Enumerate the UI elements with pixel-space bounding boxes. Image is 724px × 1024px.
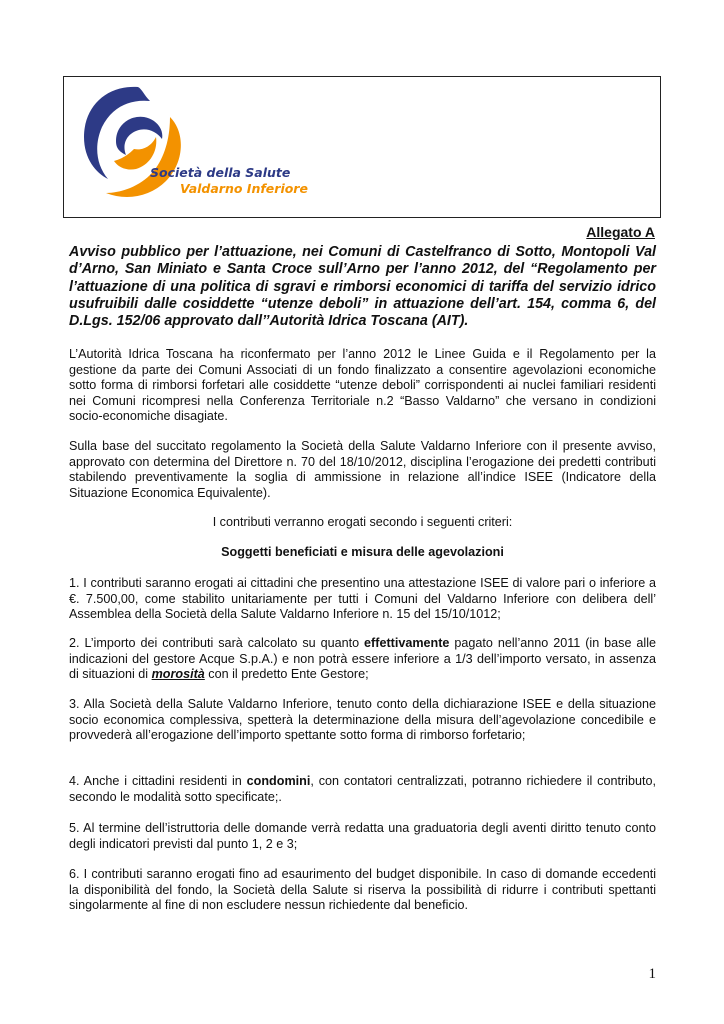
intro-paragraph-2: Sulla base del succitato regolamento la Società della Salute Valdarno Inferiore con il presente avviso, approvato con determina del Direttore n. 70 del 18/10/2012, disciplina l’erogazione dei predetti contributi stabilendo preventivamente la soglia di ammissione in relazione all’indice ISEE (Indicatore della Situazione Economica Equivalente). bbox=[69, 439, 656, 500]
criterion-item-5: 5. Al termine dell’istruttoria delle domande verrà redatta una graduatoria degli aventi diritto tenuto conto degli indicatori previsti dal punto 1, 2 e 3; bbox=[69, 821, 656, 851]
attachment-label: Allegato A bbox=[586, 224, 655, 240]
criterion-item-1: 1. I contributi saranno erogati ai cittadini che presentino una attestazione ISEE di valore pari o inferiore a €. 7.500,00, come stabilito unitariamente per tutti i Comuni del Valdarno Inferiore con delibera dell’ Assemblea della Società della Salute Valdarno Inferiore n. 15 del 15/10/1012; bbox=[69, 576, 656, 622]
logo-swirl-icon bbox=[76, 79, 196, 213]
item2-text-c: pagato nell’anno 2011 (in base alle indicazioni del gestore Acque S.p.A.) e non potrà essere inferiore a 1/3 dell’importo versato, in assenza di situazioni di bbox=[69, 636, 656, 682]
logo bbox=[76, 79, 336, 213]
intro-paragraph-1: L’Autorità Idrica Toscana ha riconfermato per l’anno 2012 le Linee Guida e il Regolamento per la gestione da parte dei Comuni Associati di un fondo finalizzato a consentire agevolazioni economiche sotto forma di rimborsi forfetari alle cosiddette “utenze deboli” corrispondenti ai nuclei familiari residenti nei Comuni ricompresi nella Conferenza Territoriale n.2 “Basso Valdarno” che versano in condizioni socio-economiche disagiate. bbox=[69, 347, 656, 424]
item2-text-e: con il predetto Ente Gestore; bbox=[204, 667, 369, 682]
criteria-intro: I contributi verranno erogati secondo i seguenti criteri: bbox=[212, 515, 513, 529]
item2-text-a: 2. L’importo dei contributi sarà calcolato su quanto bbox=[69, 636, 365, 650]
header-box bbox=[63, 76, 661, 218]
section-subtitle: Soggetti beneficiati e misura delle agevolazioni bbox=[221, 545, 504, 559]
item4-emphasis-condomini: condomini bbox=[246, 774, 311, 788]
item2-emphasis-effettivamente: effettivamente bbox=[364, 636, 450, 650]
item2-emphasis-morosita: morosità bbox=[151, 667, 205, 682]
criterion-item-6: 6. I contributi saranno erogati fino ad esaurimento del budget disponibile. In caso di domande eccedenti la disponibilità del fondo, la Società della Salute si riserva la possibilità di ridurre i contributi spettanti singolarmente al fine di non escludere nessun richiedente dal beneficio. bbox=[69, 867, 656, 913]
criterion-item-4 bbox=[69, 774, 656, 805]
item4-text-a: 4. Anche i cittadini residenti in bbox=[69, 774, 247, 788]
criterion-item-3: 3. Alla Società della Salute Valdarno Inferiore, tenuto conto della dichiarazione ISEE e della situazione socio economica complessiva, spetterà la determinazione della misura dell’agevolazione concedibile e provvederà all’erogazione dell’importo spettante sotto forma di rimborso forfetario; bbox=[69, 697, 656, 743]
page-number: 1 bbox=[648, 966, 656, 982]
item4-text-c: , con contatori centralizzati, potranno richiedere il contributo, secondo le modalità sotto specificate;. bbox=[69, 774, 656, 804]
logo-text-line2: Valdarno Inferiore bbox=[180, 181, 308, 196]
notice-title: Avviso pubblico per l’attuazione, nei Comuni di Castelfranco di Sotto, Montopoli Val d’Arno, San Miniato e Santa Croce sull’Arno per l’anno 2012, del “Regolamento per l’attuazione di una politica di sgravi e rimborsi economici di tariffa del servizio idrico usufruibili dalle cosiddette “utenze deboli” in attuazione dell’art. 154, comma 6, del D.Lgs. 152/06 approvato dall’’Autorità Idrica Toscana (AIT). bbox=[69, 244, 656, 330]
logo-text-line1: Società della Salute bbox=[150, 165, 291, 180]
criterion-item-2 bbox=[69, 636, 656, 683]
